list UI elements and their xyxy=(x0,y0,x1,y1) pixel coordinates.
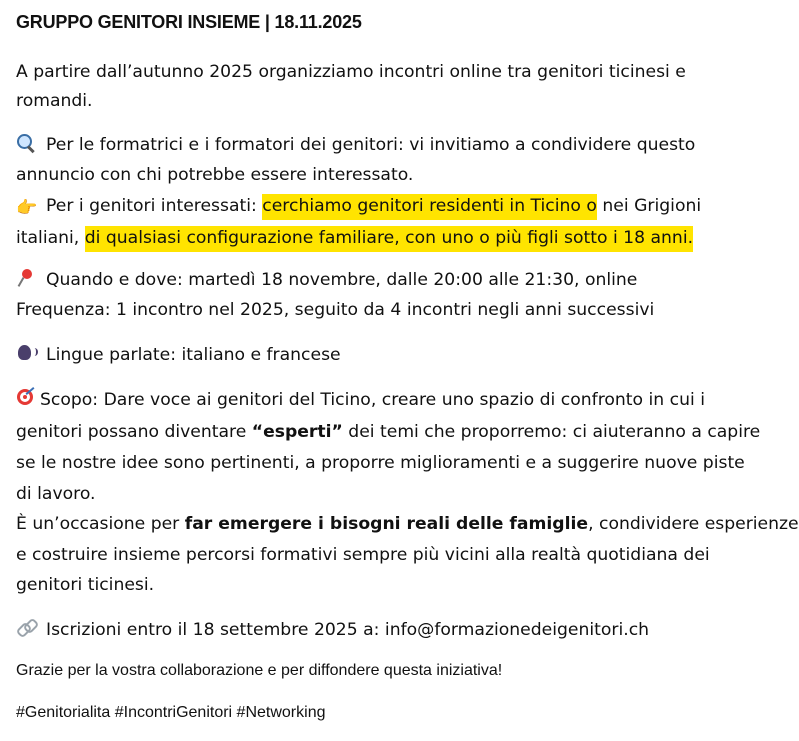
scope-line-5 xyxy=(16,512,799,536)
scope-line-4: di lavoro. xyxy=(16,484,96,504)
parents-line-2 xyxy=(16,226,693,250)
registration-line xyxy=(16,618,649,642)
languages-text: Lingue parlate: italiano e francese xyxy=(46,345,341,365)
scope-line-2 xyxy=(16,420,760,444)
languages-line xyxy=(16,343,341,367)
link-icon xyxy=(16,619,38,637)
parents-line-1 xyxy=(16,194,701,218)
pointing-hand-icon: 👉 xyxy=(16,198,38,218)
trainers-text-1: Per le formatrici e i formatori dei genitori: vi invitiamo a condividere questo xyxy=(46,135,696,155)
trainers-line-2: annuncio con chi potrebbe essere interessato. xyxy=(16,165,414,185)
post-title: GRUPPO GENITORI INSIEME | 18.11.2025 xyxy=(16,12,362,32)
scope-esperti: “esperti” xyxy=(251,422,343,442)
thanks-text: Grazie per la vostra collaborazione e per diffondere questa iniziativa! xyxy=(16,662,503,679)
when-text: Quando e dove: martedì 18 novembre, dalle 20:00 alle 21:30, online xyxy=(46,270,638,290)
scope-text-5c: , condividere esperienze xyxy=(588,514,799,534)
scope-text-2a: genitori possano diventare xyxy=(16,422,247,442)
scope-line-6: e costruire insieme percorsi formativi sempre più vicini alla realtà quotidiana dei xyxy=(16,545,710,565)
pushpin-icon xyxy=(16,269,38,287)
when-line-1 xyxy=(16,268,637,292)
parents-highlight-2: di qualsiasi configurazione familiare, con uno o più figli sotto i 18 anni. xyxy=(85,226,693,252)
magnifying-glass-icon xyxy=(16,134,38,152)
scope-text-2c: dei temi che proporremo: ci aiuteranno a capire xyxy=(348,422,761,442)
parents-line2-prefix: italiani, xyxy=(16,228,80,248)
intro-line-2: romandi. xyxy=(16,91,93,111)
registration-text: Iscrizioni entro il 18 settembre 2025 a: info@formazionedeigenitori.ch xyxy=(46,620,650,640)
scope-line-3: se le nostre idee sono pertinenti, a proporre miglioramenti e a suggerire nuove piste xyxy=(16,453,745,473)
scope-label: Scopo: xyxy=(40,390,99,410)
trainers-line-1 xyxy=(16,133,695,157)
parents-rest-1: nei Grigioni xyxy=(602,196,702,216)
intro-line-1: A partire dall’autunno 2025 organizziamo incontri online tra genitori ticinesi e xyxy=(16,62,686,82)
when-line-2: Frequenza: 1 incontro nel 2025, seguito da 4 incontri negli anni successivi xyxy=(16,300,655,320)
hashtags: #Genitorialita #IncontriGenitori #Networking xyxy=(16,704,326,721)
scope-line-7: genitori ticinesi. xyxy=(16,575,155,595)
parents-highlight-1: cerchiamo genitori residenti in Ticino o xyxy=(262,194,597,220)
scope-text-5a: È un’occasione per xyxy=(16,514,180,534)
scope-text-1: Dare voce ai genitori del Ticino, creare uno spazio di confronto in cui i xyxy=(103,390,706,410)
scope-line-1 xyxy=(16,388,705,412)
target-icon xyxy=(16,389,38,407)
speaking-head-icon xyxy=(16,344,38,362)
parents-prefix: Per i genitori interessati: xyxy=(46,196,257,216)
scope-bold-needs: far emergere i bisogni reali delle famiglie xyxy=(184,514,589,534)
